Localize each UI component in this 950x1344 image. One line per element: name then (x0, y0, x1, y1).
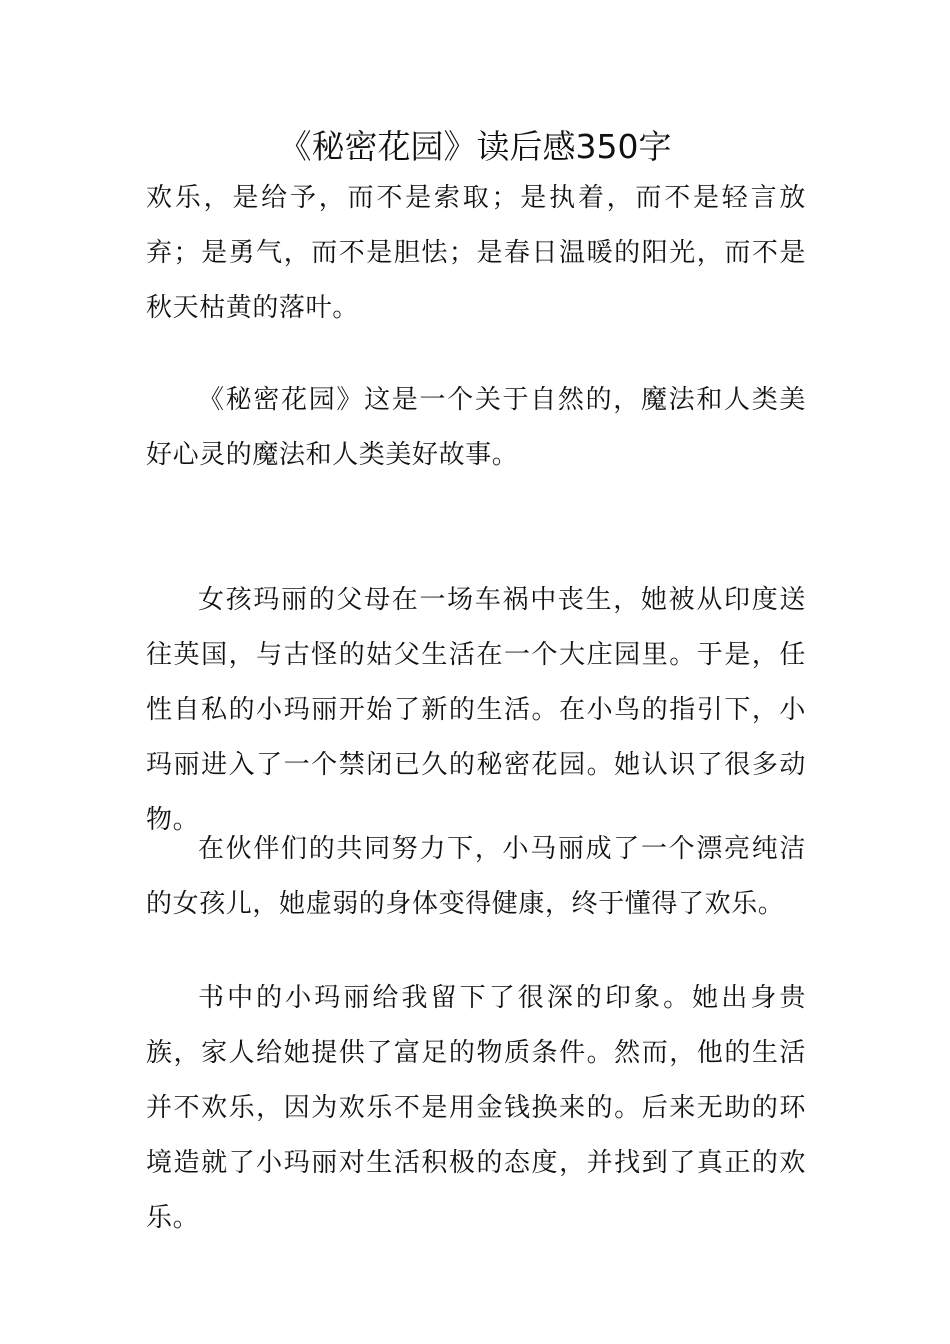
paragraph-intro: 欢乐，是给予，而不是索取；是执着，而不是轻言放弃；是勇气，而不是胆怯；是春日温暖的阳光，而不是秋天枯黄的落叶。 (146, 183, 806, 323)
document-title: 《秘密花园》读后感350字 (278, 127, 672, 166)
paragraph-story: 女孩玛丽的父母在一场车祸中丧生，她被从印度送往英国，与古怪的姑父生活在一个大庄园里。于是，任性自私的小玛丽开始了新的生活。在小鸟的指引下，小玛丽进入了一个禁闭已久的秘密花园。她认识了很多动物。 (146, 585, 806, 835)
paragraph-book-summary: 《秘密花园》这是一个关于自然的，魔法和人类美好心灵的魔法和人类美好故事。 (146, 385, 806, 470)
paragraph-impression: 书中的小玛丽给我留下了很深的印象。她出身贵族，家人给她提供了富足的物质条件。然而，他的生活并不欢乐，因为欢乐不是用金钱换来的。后来无助的环境造就了小玛丽对生活积极的态度，并找到了真正的欢乐。 (146, 983, 806, 1233)
paragraph-friends: 在伙伴们的共同努力下，小马丽成了一个漂亮纯洁的女孩儿，她虚弱的身体变得健康，终于懂得了欢乐。 (146, 834, 806, 919)
